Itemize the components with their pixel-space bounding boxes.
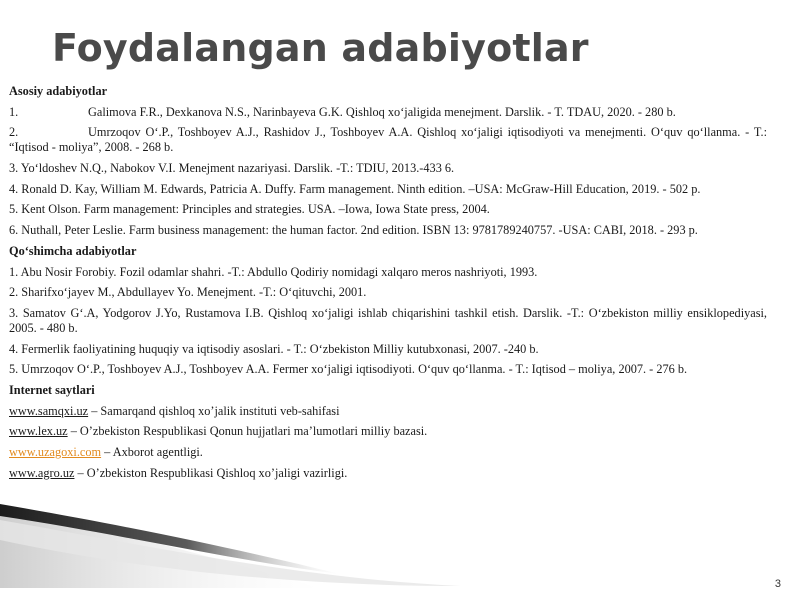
site-link[interactable]: www.uzagoxi.com [9,445,102,459]
main-reference-item: 6. Nuthall, Peter Leslie. Farm business management: the human factor. 2nd edition. ISBN 13: 9781789240757. -USA: CABI, 2018. - 293 p. [9,223,698,238]
extra-reference-item: 1. Abu Nosir Forobiy. Fozil odamlar shahri. -T.: Abdullo Qodiriy nomidagi xalqaro meros nashriyoti, 1993. [9,264,538,279]
main-reference-item: 3. Yo‘ldoshev N.Q., Nabokov V.I. Menejment nazariyasi. Darslik. -T.: TDIU, 2013.-433 6. [9,161,455,176]
main-reference-item: 5. Kent Olson. Farm management: Principles and strategies. USA. –Iowa, Iowa State press, 2004. [9,202,490,217]
site-item [9,466,767,481]
internet-sites-heading: Internet saytlari [9,382,95,397]
main-references-heading: Asosiy adabiyotlar [9,84,108,98]
main-reference-item [9,105,767,120]
reference-number: 2. [9,125,19,140]
extra-reference-item: 4. Fermerlik faoliyatining huquqiy va iqtisodiy asoslari. - T.: O‘zbekiston Milliy kutubxonasi, 2007. -240 b. [9,341,539,356]
page-number: 3 [774,578,781,590]
site-item [9,424,767,439]
site-description: – Samarqand qishloq xo’jalik instituti veb-sahifasi [88,403,340,418]
main-reference-item [9,125,767,155]
reference-number: 1. [9,104,19,119]
references-content [9,84,767,486]
site-description: – O’zbekiston Respublikasi Qishloq xo’jaligi vazirligi. [74,465,348,480]
reference-text: Galimova F.R., Dexkanova N.S., Narinbayeva G.K. Qishloq xo‘jaligida menejment. Darslik. - T. TDAU, 2020. - 280 b. [88,104,676,119]
site-link[interactable]: www.lex.uz [9,424,68,439]
extra-reference-item: 2. Sharifxo‘jayev M., Abdullayev Yo. Menejment. -T.: O‘qituvchi, 2001. [9,285,367,300]
site-link[interactable]: www.agro.uz [9,465,75,480]
site-description: – O’zbekiston Respublikasi Qonun hujjatlari ma’lumotlari milliy bazasi. [67,424,428,439]
site-link[interactable]: www.samqxi.uz [9,403,89,418]
extra-reference-item: 5. Umrzoqov O‘.P., Toshboyev A.J., Toshboyev A.A. Fermer xo‘jaligi iqtisodiyoti. O‘quv qo‘llanma. - T.: Iqtisod – moliya, 2007. - 276 b. [9,362,688,377]
slide-title: Foydalangan adabiyotlar [52,26,589,70]
slide-decoration-swoosh [0,490,800,600]
extra-references-heading: Qo‘shimcha adabiyotlar [9,243,137,258]
main-reference-item: 4. Ronald D. Kay, William M. Edwards, Patricia A. Duffy. Farm management. Ninth edition. –USA: McGraw-Hill Education, 2019. - 502 p. [9,181,701,196]
site-description: – Axborot agentligi. [101,445,203,459]
site-item [9,445,767,460]
reference-text: Umrzoqov O‘.P., Toshboyev A.J., Rashidov J., Toshboyev A.A. Qishloq xo‘jaligi iqtisodiyoti va menejmenti. O‘quv qo‘llanma. - T.: “Iqtisod - moliya”, 2008. - 268 b. [9,125,767,155]
extra-reference-item: 3. Samatov G‘.A, Yodgorov J.Yo, Rustamova I.B. Qishloq xo‘jaligi ishlab chiqarishini tashkil etish. Darslik. -T.: O‘zbekiston milliy ensiklopediyasi, 2005. - 480 b. [9,305,767,335]
site-item [9,404,767,419]
